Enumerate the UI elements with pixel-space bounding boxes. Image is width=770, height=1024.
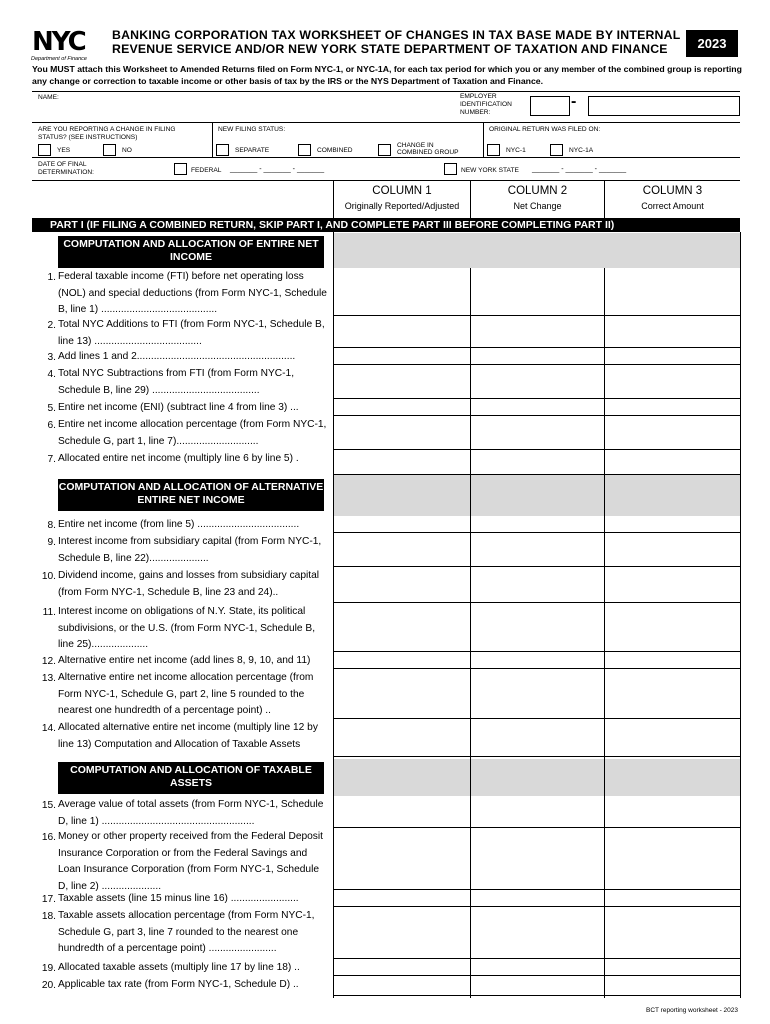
amount-field-col1[interactable] [333, 316, 470, 348]
amount-field-col2[interactable] [470, 719, 604, 757]
section-eni-shade [333, 233, 740, 268]
nys-date-field[interactable]: _______ - _______ - _______ [532, 166, 627, 173]
change-group-label: CHANGE IN COMBINED GROUP [397, 142, 459, 156]
line-number: 7. [47, 454, 56, 465]
amount-field-col1[interactable] [333, 890, 470, 907]
amount-field-col2[interactable] [470, 652, 604, 669]
line-number: 9. [47, 537, 56, 548]
amount-field-col2[interactable] [470, 828, 604, 890]
combined-checkbox[interactable] [298, 144, 311, 156]
amount-field-col2[interactable] [470, 516, 604, 533]
line-number: 2. [47, 320, 56, 331]
nyc1-checkbox[interactable] [487, 144, 500, 156]
column-3-head: COLUMN 3 [642, 185, 703, 197]
line-number: 19. [41, 963, 56, 974]
amount-field-col1[interactable] [333, 907, 470, 959]
amount-field-col3[interactable] [604, 796, 740, 828]
change-group-checkbox[interactable] [378, 144, 391, 156]
amount-field-col1[interactable] [333, 399, 470, 416]
amount-field-col1[interactable] [333, 976, 470, 996]
attach-notice: You MUST attach this Worksheet to Amended Returns filed on Form NYC-1, or NYC-1A, for each tax period for which you or any member of the combined group is reporting any change or correction to taxable income or other basis of tax by the IRS or the NYS Department of Taxation and Finance. [32, 64, 742, 86]
amount-field-col3[interactable] [604, 603, 740, 652]
amount-field-col1[interactable] [333, 796, 470, 828]
line-number: 6. [47, 420, 56, 431]
name-label: NAME: [38, 94, 59, 101]
column-1-head: COLUMN 1 [372, 185, 432, 197]
amount-field-col1[interactable] [333, 348, 470, 365]
column-1-sub: Originally Reported/Adjusted [344, 201, 460, 211]
section-aeni-shade [333, 475, 740, 516]
amount-field-col3[interactable] [604, 316, 740, 348]
nyc1a-checkbox[interactable] [550, 144, 563, 156]
amount-field-col3[interactable] [604, 828, 740, 890]
amount-field-col1[interactable] [333, 268, 470, 316]
amount-field-col1[interactable] [333, 365, 470, 399]
nys-label: NEW YORK STATE [461, 167, 519, 174]
amount-field-col2[interactable] [470, 316, 604, 348]
no-checkbox[interactable] [103, 144, 116, 156]
amount-field-col3[interactable] [604, 652, 740, 669]
line-number: 5. [47, 403, 56, 414]
amount-field-col1[interactable] [333, 603, 470, 652]
line-description: Federal taxable income (FTI) before net operating loss (NOL) and special deductions (from Form NYC-1, Schedule B, line 1) ......................................... [58, 271, 327, 315]
nyc-logo: NYC [32, 27, 85, 57]
amount-field-col3[interactable] [604, 959, 740, 976]
combined-label: COMBINED [317, 147, 353, 154]
federal-checkbox[interactable] [174, 163, 187, 175]
amount-field-col3[interactable] [604, 416, 740, 450]
line-number: 15. [41, 800, 56, 811]
orig-filed-label: ORIGINAL RETURN WAS FILED ON: [489, 126, 601, 133]
yes-checkbox[interactable] [38, 144, 51, 156]
change-status-label: ARE YOU REPORTING A CHANGE IN FILING STATUS? (SEE INSTRUCTIONS) [38, 126, 176, 141]
separate-label: SEPARATE [235, 147, 270, 154]
section-aeni-heading: COMPUTATION AND ALLOCATION OF ALTERNATIVE ENTIRE NET INCOME [58, 479, 324, 511]
amount-field-col2[interactable] [470, 450, 604, 475]
line-number: 1. [47, 272, 56, 283]
line-description: Total NYC Subtractions from FTI (from Form NYC-1, Schedule B, line 29) ...................................... [58, 368, 295, 396]
line-description: Dividend income, gains and losses from subsidiary capital (from Form NYC-1, Schedule B, line 23 and 24).. [58, 570, 320, 598]
no-label: NO [122, 147, 132, 154]
amount-field-col3[interactable] [604, 516, 740, 533]
amount-field-col3[interactable] [604, 907, 740, 959]
yes-label: YES [57, 147, 71, 154]
ein-dash: - [571, 93, 577, 110]
line-description: Allocated alternative entire net income (multiply line 12 by line 13) Computation and Allocation of Taxable Assets [58, 722, 318, 750]
amount-field-col1[interactable] [333, 516, 470, 533]
line-description: Entire net income allocation percentage (from Form NYC-1, Schedule G, part 1, line 7)............................. [58, 419, 327, 447]
amount-field-col1[interactable] [333, 450, 470, 475]
amount-field-col2[interactable] [470, 567, 604, 603]
amount-field-col1[interactable] [333, 719, 470, 757]
final-determination-label: DATE OF FINAL DETERMINATION: [38, 161, 94, 176]
amount-field-col1[interactable] [333, 416, 470, 450]
line-number: 16. [41, 832, 56, 843]
ein-prefix-field[interactable] [530, 96, 570, 116]
ein-suffix-field[interactable] [588, 96, 740, 116]
line-number: 14. [41, 723, 56, 734]
line-description: Allocated taxable assets (multiply line 17 by line 18) .. [58, 962, 300, 973]
amount-field-col1[interactable] [333, 567, 470, 603]
amount-field-col2[interactable] [470, 416, 604, 450]
amount-field-col2[interactable] [470, 268, 604, 316]
line-description: Alternative entire net income allocation percentage (from Form NYC-1, Schedule G, part 2, line 5 rounded to the nearest one hundredth of a percentage point) .. [58, 672, 314, 716]
line-number: 20. [41, 980, 56, 991]
federal-label: FEDERAL [191, 167, 222, 174]
line-description: Entire net income (from line 5) .................................... [58, 519, 300, 530]
line-number: 17. [41, 894, 56, 905]
amount-field-col2[interactable] [470, 603, 604, 652]
nyc1a-label: NYC-1A [569, 147, 594, 154]
amount-field-col2[interactable] [470, 365, 604, 399]
line-number: 10. [41, 571, 56, 582]
name-field[interactable] [100, 94, 450, 120]
amount-field-col3[interactable] [604, 567, 740, 603]
logo-subtitle: Department of Finance [31, 56, 87, 62]
amount-field-col3[interactable] [604, 533, 740, 567]
line-number: 12. [41, 656, 56, 667]
amount-field-col3[interactable] [604, 890, 740, 907]
line-number: 18. [41, 911, 56, 922]
amount-field-col3[interactable] [604, 348, 740, 365]
line-number: 3. [47, 352, 56, 363]
amount-field-col2[interactable] [470, 669, 604, 719]
column-2-sub: Net Change [513, 201, 562, 211]
line-number: 13. [41, 673, 56, 684]
amount-field-col1[interactable] [333, 652, 470, 669]
footer-text: BCT reporting worksheet - 2023 [645, 1007, 738, 1014]
amount-field-col3[interactable] [604, 669, 740, 719]
amount-field-col2[interactable] [470, 796, 604, 828]
amount-field-col2[interactable] [470, 533, 604, 567]
line-description: Taxable assets (line 15 minus line 16) ........................ [58, 893, 299, 904]
line-description: Entire net income (ENI) (subtract line 4 from line 3) ... [58, 402, 299, 413]
line-description: Allocated entire net income (multiply line 6 by line 5) . [58, 453, 299, 464]
new-status-label: NEW FILING STATUS: [218, 126, 286, 133]
nys-checkbox[interactable] [444, 163, 457, 175]
line-description: Add lines 1 and 2........................................................ [58, 351, 296, 362]
amount-field-col2[interactable] [470, 976, 604, 996]
line-number: 8. [47, 520, 56, 531]
line-description: Applicable tax rate (from Form NYC-1, Schedule D) .. [58, 979, 299, 990]
amount-field-col2[interactable] [470, 959, 604, 976]
section-eni-heading: COMPUTATION AND ALLOCATION OF ENTIRE NET INCOME [58, 236, 324, 268]
amount-field-col1[interactable] [333, 828, 470, 890]
form-title: BANKING CORPORATION TAX WORKSHEET OF CHANGES IN TAX BASE MADE BY INTERNAL REVENUE SERVICE AND/OR NEW YORK STATE DEPARTMENT OF TAXATION AND FINANCE [112, 28, 681, 56]
line-number: 4. [47, 369, 56, 380]
amount-field-col3[interactable] [604, 399, 740, 416]
section-assets-shade [333, 759, 740, 796]
line-description: Total NYC Additions to FTI (from Form NYC-1, Schedule B, line 13) ...................................... [58, 319, 325, 347]
amount-field-col3[interactable] [604, 719, 740, 757]
line-description: Interest income from subsidiary capital (from Form NYC-1, Schedule B, line 22)..................... [58, 536, 322, 564]
amount-field-col2[interactable] [470, 890, 604, 907]
line-description: Alternative entire net income (add lines 8, 9, 10, and 11) [58, 655, 311, 666]
separate-checkbox[interactable] [216, 144, 229, 156]
amount-field-col3[interactable] [604, 976, 740, 996]
line-description: Interest income on obligations of N.Y. State, its political subdivisions, or the U.S. (from Form NYC-1, Schedule B, line 25).................... [58, 606, 316, 650]
ein-label: EMPLOYER IDENTIFICATION NUMBER: [460, 93, 512, 116]
amount-field-col3[interactable] [604, 268, 740, 316]
column-3-sub: Correct Amount [641, 201, 704, 211]
nyc1-label: NYC-1 [506, 147, 526, 154]
amount-field-col1[interactable] [333, 669, 470, 719]
amount-field-col2[interactable] [470, 907, 604, 959]
part-1-heading: PART I (IF FILING A COMBINED RETURN, SKIP PART I, AND COMPLETE PART III BEFORE COMPLETING PART II) [32, 218, 740, 232]
line-description: Money or other property received from the Federal Deposit Insurance Corporation or from the Federal Savings and Loan Insurance Corporation (from Form NYC-1, Schedule D, line 2) ..................... [58, 831, 323, 892]
tax-year-badge: 2023 [686, 30, 738, 57]
line-number: 11. [42, 607, 56, 618]
amount-field-col1[interactable] [333, 533, 470, 567]
section-assets-heading: COMPUTATION AND ALLOCATION OF TAXABLE ASSETS [58, 762, 324, 794]
federal-date-field[interactable]: _______ - _______ - _______ [230, 166, 325, 173]
line-description: Average value of total assets (from Form NYC-1, Schedule D, line 1) ...................................................... [58, 799, 324, 827]
amount-field-col1[interactable] [333, 959, 470, 976]
amount-field-col2[interactable] [470, 348, 604, 365]
column-2-head: COLUMN 2 [507, 185, 568, 197]
line-description: Taxable assets allocation percentage (from Form NYC-1, Schedule G, part 3, line 7 rounded to the nearest one hundredth of a percentage point) ........................ [58, 910, 315, 954]
amount-field-col2[interactable] [470, 399, 604, 416]
amount-field-col3[interactable] [604, 450, 740, 475]
amount-field-col3[interactable] [604, 365, 740, 399]
